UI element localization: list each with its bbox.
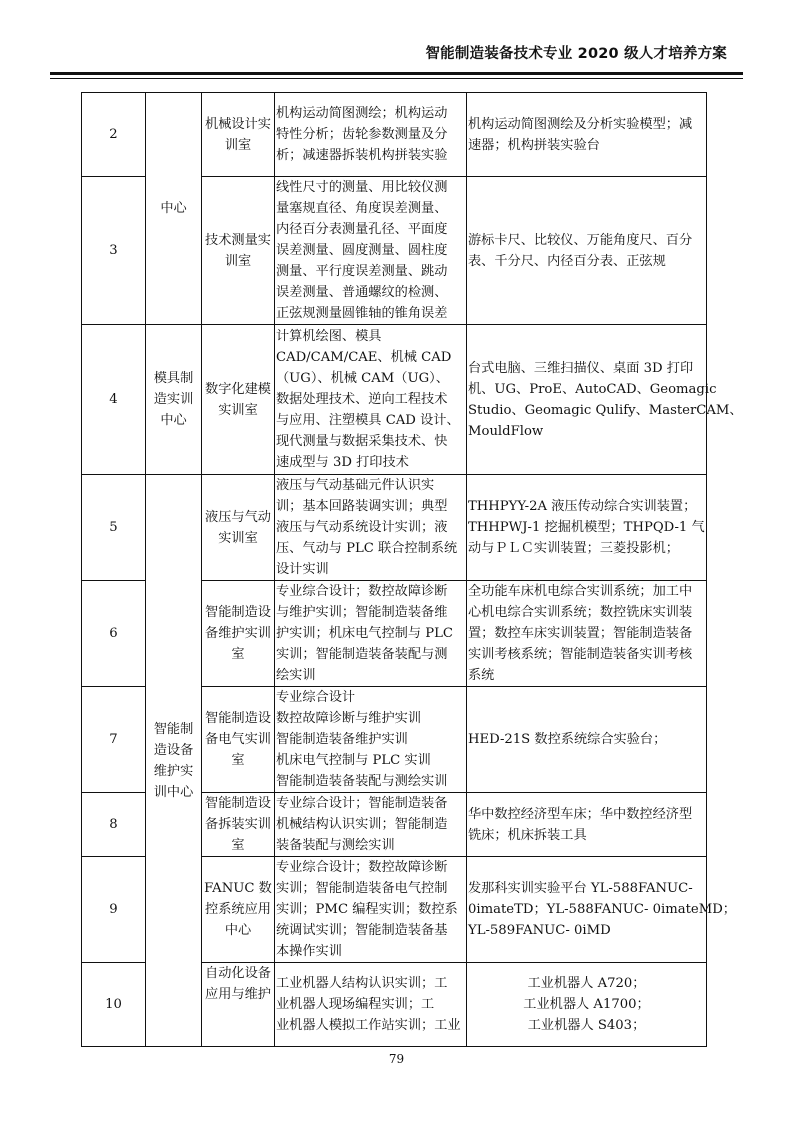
room-name <box>202 177 275 325</box>
equipment-list <box>467 93 707 177</box>
text-line: 现代测量与数据采集技术、快 <box>276 434 448 449</box>
text-line: 正弦规测量圆锥轴的锥角误差 <box>276 306 448 321</box>
text-line: 中心 <box>160 413 187 428</box>
text-line: 液压与气动系统设计实训；液 <box>276 520 448 535</box>
text-line: 动与ＰＬＣ实训装置；三菱投影机； <box>468 541 679 556</box>
text-line: 置；数控车床实训装置；智能制造装备 <box>468 626 693 641</box>
text-line: 设计实训 <box>276 562 329 577</box>
center-cell <box>146 325 202 475</box>
text-line: 实训考核系统；智能制造装备实训考核 <box>468 647 693 662</box>
row-number: 10 <box>82 963 146 1047</box>
text-line: 工业机器人 A1700； <box>523 997 650 1012</box>
text-line: 误差测量、普通螺纹的检测、 <box>276 285 448 300</box>
text-line: THHPWJ-1 挖掘机模型；THPQD-1 气 <box>468 520 705 535</box>
text-line: HED-21S 数控系统综合实验台； <box>468 732 667 747</box>
text-line: 数字化建模 <box>205 381 271 397</box>
text-line: 实训；PMC 编程实训；数控系 <box>276 902 458 917</box>
text-line: 室 <box>231 838 245 853</box>
room-name <box>202 325 275 475</box>
text-line: 压、气动与 PLC 联合控制系统 <box>276 541 458 556</box>
text-line: 发那科实训实验平台 YL-588FANUC- <box>468 881 693 896</box>
text-line: 训室 <box>224 253 252 269</box>
text-line: 计算机绘图、模具 <box>276 329 382 344</box>
text-line: 与应用、注塑模具 CAD 设计、 <box>276 413 460 428</box>
text-line: 系统 <box>468 668 495 683</box>
page-number: 79 <box>388 1052 405 1066</box>
text-line: 特性分析；齿轮参数测量及分 <box>276 127 448 142</box>
equipment-list <box>467 325 743 475</box>
text-line: 速器；机构拼装实验台 <box>468 137 600 153</box>
text-line: 装备装配与测绘实训 <box>276 838 395 853</box>
text-line: 心机电综合实训系统；数控铣床实训装 <box>468 605 693 620</box>
header-rule-thin <box>50 78 743 79</box>
text-line: 智能制造设 <box>205 796 271 811</box>
text-line: 控系统应用 <box>205 902 271 917</box>
equipment-list <box>467 177 707 325</box>
room-name <box>202 475 275 581</box>
text-line: 实训室 <box>218 402 258 418</box>
text-line: 数控故障诊断与维护实训 <box>276 711 422 726</box>
text-line: 护实训；机床电气控制与 PLC <box>276 626 453 641</box>
text-line: 机构运动简图测绘；机构运动 <box>276 106 448 121</box>
text-line: 实训；智能制造装备电气控制 <box>276 881 448 896</box>
training-content <box>275 687 467 793</box>
text-line: 工业机器人 S403； <box>527 1018 646 1033</box>
text-line: 液压与气动基础元件认识实 <box>276 478 435 493</box>
page-header-title: 智能制造装备技术专业 2020 级人才培养方案 <box>425 46 727 62</box>
training-content <box>275 793 467 857</box>
equipment-list <box>467 857 736 963</box>
text-line: 室 <box>231 753 245 768</box>
text-line: 专业综合设计 <box>276 690 356 705</box>
row-number: 4 <box>82 325 146 475</box>
text-line: 机床电气控制与 PLC 实训 <box>276 753 431 768</box>
equipment-list <box>467 581 707 687</box>
row-number: 5 <box>82 475 146 581</box>
text-line: 析；减速器拆装机构拼装实验 <box>276 148 448 163</box>
text-line: 测量、平行度误差测量、跳动 <box>276 264 448 279</box>
text-line: 专业综合设计；数控故障诊断 <box>276 860 448 875</box>
text-line: 智能制造设 <box>205 711 271 726</box>
text-line: 绘实训 <box>276 668 316 683</box>
training-content <box>275 581 467 687</box>
room-name <box>202 687 275 793</box>
text-line: MouldFlow <box>468 423 544 439</box>
table-row <box>82 475 707 581</box>
room-name <box>202 857 275 963</box>
text-line: 智能制造装备维护实训 <box>276 732 408 747</box>
training-content <box>275 963 467 1047</box>
training-content <box>275 857 467 963</box>
text-line: 数据处理技术、逆向工程技术 <box>276 392 448 407</box>
room-name <box>202 93 275 177</box>
text-line: 智能制造装备装配与测绘实训 <box>276 774 448 789</box>
text-line: 模具制 <box>153 371 194 386</box>
row-number: 6 <box>82 581 146 687</box>
text-line: FANUC 数 <box>204 881 272 896</box>
text-line: 表、千分尺、内径百分表、正弦规 <box>468 253 666 269</box>
text-line: 自动化设备 <box>205 966 271 981</box>
text-line: 误差测量、圆度测量、圆柱度 <box>276 243 448 258</box>
text-line: 线性尺寸的测量、用比较仪测 <box>276 180 448 195</box>
center-cell <box>146 93 202 325</box>
row-number: 8 <box>82 793 146 857</box>
room-name <box>202 793 275 857</box>
room-name <box>202 963 275 1047</box>
text-line: 专业综合设计；智能制造装备 <box>276 796 448 811</box>
text-line: 华中数控经济型车床；华中数控经济型 <box>468 806 693 822</box>
text-line: CAD/CAM/CAE、机械 CAD <box>276 350 452 365</box>
training-content <box>275 177 467 325</box>
text-line: 业机器人模拟工作站实训；工业 <box>276 1018 461 1033</box>
text-line: 本操作实训 <box>276 944 342 959</box>
training-content <box>275 93 467 177</box>
text-line: 全功能车床机电综合实训系统；加工中 <box>468 584 693 599</box>
text-line: 铣床；机床拆装工具 <box>468 827 587 843</box>
text-line: 备拆装实训 <box>205 817 271 832</box>
text-line: 实训；智能制造装备装配与测 <box>276 647 448 662</box>
text-line: 0imateTD；YL-588FANUC- 0imateMD； <box>468 902 736 917</box>
equipment-list <box>467 687 707 793</box>
center-cell <box>146 475 202 1047</box>
text-line: 机构运动简图测绘及分析实验模型；减 <box>468 116 693 132</box>
text-line: 机、UG、ProE、AutoCAD、Geomagic <box>468 381 717 397</box>
text-line: （UG）、机械 CAM（UG）、 <box>276 371 449 386</box>
text-line: 机械结构认识实训；智能制造 <box>276 817 448 832</box>
text-line: 内径百分表测量孔径、平面度 <box>276 222 448 237</box>
training-content <box>275 475 467 581</box>
text-line: 游标卡尺、比较仪、万能角度尺、百分 <box>468 232 693 248</box>
text-line: 备电气实训 <box>205 732 271 747</box>
text-line: 量塞规直径、角度误差测量、 <box>276 201 448 216</box>
text-line: 机械设计实 <box>205 116 271 132</box>
text-line: 技术测量实 <box>205 232 271 248</box>
room-name <box>202 581 275 687</box>
equipment-list <box>467 793 707 857</box>
text-line: 备维护实训 <box>205 626 271 641</box>
text-line: 训中心 <box>153 784 194 800</box>
equipment-list <box>467 963 707 1047</box>
text-line: 训；基本回路装调实训；典型 <box>276 499 448 514</box>
lab-equipment-table <box>81 92 743 1047</box>
table-row <box>82 325 707 475</box>
row-number: 2 <box>82 93 146 177</box>
text-line: 液压与气动 <box>205 509 271 525</box>
center-name: 中心 <box>160 201 187 216</box>
text-line: YL-589FANUC- 0iMD <box>468 923 611 938</box>
row-number: 3 <box>82 177 146 325</box>
text-line: 业机器人现场编程实训；工 <box>276 997 435 1012</box>
header-rule-thick <box>50 72 743 75</box>
text-line: 造实训 <box>153 392 194 407</box>
text-line: 训室 <box>224 137 252 153</box>
text-line: 智能制造设 <box>205 605 271 620</box>
text-line: 中心 <box>224 923 252 938</box>
row-number: 9 <box>82 857 146 963</box>
text-line: Studio、Geomagic Qulify、MasterCAM、 <box>468 402 743 418</box>
text-line: 工业机器人结构认识实训；工 <box>276 976 448 991</box>
text-line: 造设备 <box>153 742 194 758</box>
text-line: 工业机器人 A720； <box>527 976 646 991</box>
table-row <box>82 93 707 177</box>
text-line: 台式电脑、三维扫描仪、桌面 3D 打印 <box>468 360 694 376</box>
text-line: THHPYY-2A 液压传动综合实训装置； <box>468 499 697 514</box>
text-line: 实训室 <box>218 530 258 546</box>
text-line: 速成型与 3D 打印技术 <box>276 455 409 470</box>
text-line: 与维护实训；智能制造装备维 <box>276 605 448 620</box>
text-line: 智能制 <box>153 721 194 737</box>
training-content <box>275 325 467 475</box>
text-line: 专业综合设计；数控故障诊断 <box>276 584 448 599</box>
equipment-list <box>467 475 707 581</box>
text-line: 应用与维护 <box>205 987 271 1002</box>
text-line: 室 <box>231 647 245 662</box>
text-line: 维护实 <box>153 763 194 779</box>
text-line: 统调试实训；智能制造装备基 <box>276 923 448 938</box>
row-number: 7 <box>82 687 146 793</box>
